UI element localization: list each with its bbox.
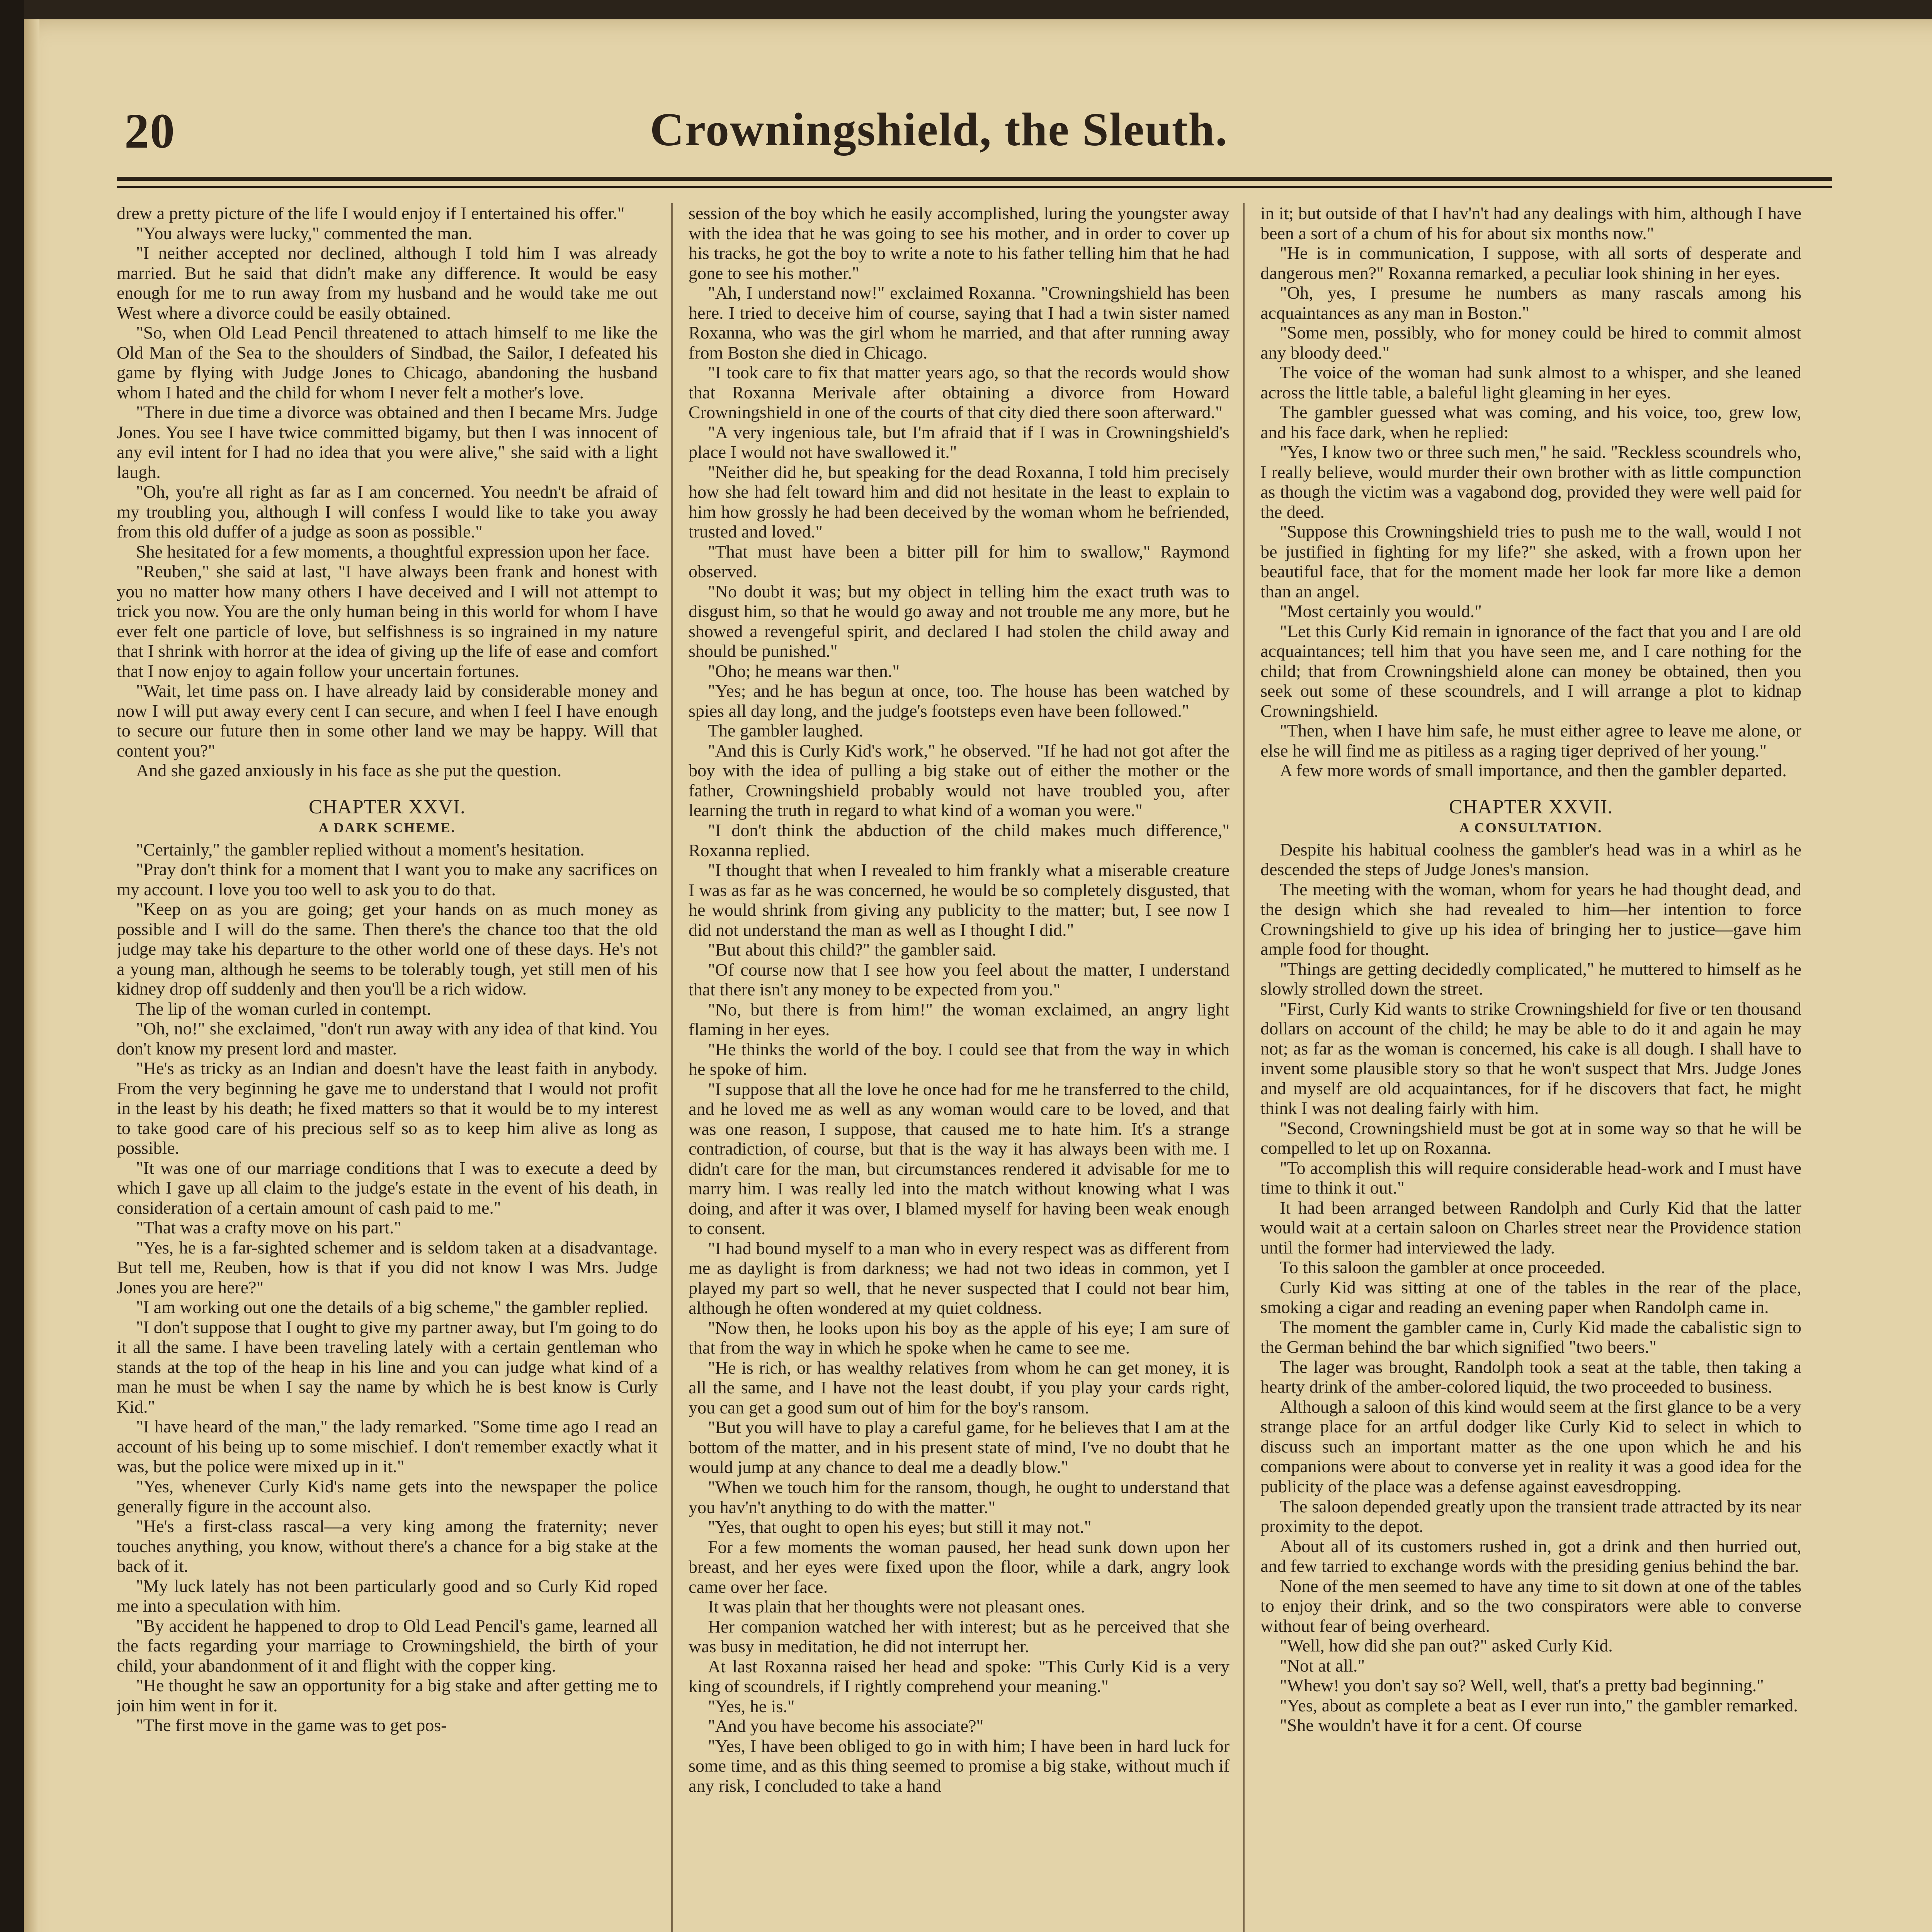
page-sheet xyxy=(24,19,1932,1932)
chapter-heading: CHAPTER XXVII. xyxy=(1449,796,1613,818)
paragraph: "I suppose that all the love he once had for me he transferred to the child, and he loved me as well as any woman would care to be loved, and that was one reason, I suppose, that caused me to hate him. It's a strange contradiction, of course, but that is the way it has always been with me. I didn't care for the man, but circumstances rendered it advisable for me to marry him. I was really led into the match without knowing what I was doing, and after it was over, I blamed myself for having been weak enough to consent. xyxy=(689,1079,1230,1238)
paragraph: At last Roxanna raised her head and spoke: "This Curly Kid is a very king of scoundrels, if I rightly comprehend your meaning." xyxy=(689,1656,1230,1696)
paragraph: "Yes, about as complete a beat as I ever run into," the gambler remarked. xyxy=(1280,1695,1798,1715)
paragraph: "You always were lucky," commented the man. xyxy=(136,223,473,243)
paragraph: The saloon depended greatly upon the transient trade attracted by its near proximity to the depot. xyxy=(1260,1496,1801,1536)
header-rule-thin xyxy=(117,186,1832,188)
paragraph: The voice of the woman had sunk almost to a whisper, and she leaned across the little table, a baleful light gleaming in her eyes. xyxy=(1260,362,1801,402)
paragraph: "Oh, you're all right as far as I am concerned. You needn't be afraid of my troubling you, although I will confess I would like to take you away from this old duffer of a judge as soon as possible." xyxy=(117,482,658,542)
paragraph: Despite his habitual coolness the gambler's head was in a whirl as he descended the steps of Judge Jones's mansion. xyxy=(1260,839,1801,879)
paragraph: "Suppose this Crowningshield tries to push me to the wall, would I not be justified in fighting for my life?" she asked, with a frown upon her beautiful face, that for the moment made her look far more like a demon than an angel. xyxy=(1260,522,1801,601)
paragraph: "I had bound myself to a man who in every respect was as different from me as daylight is from darkness; we had not two ideas in common, yet I played my part so well, that he never suspected that I could not bear him, although he often wondered at my quiet coldness. xyxy=(689,1238,1230,1318)
column-divider xyxy=(1243,203,1245,1932)
paragraph: "He's a first-class rascal—a very king among the fraternity; never touches anything, you know, without there's a chance for a big stake at the back of it. xyxy=(117,1516,658,1576)
paragraph: "No doubt it was; but my object in telling him the exact truth was to disgust him, so that he would go away and not trouble me any more, but he showed a revengeful spirit, and declared I had stolen the child away and should be punished." xyxy=(689,581,1230,661)
paragraph: "Pray don't think for a moment that I want you to make any sacrifices on my account. I love you too well to ask you to do that. xyxy=(117,859,658,899)
paragraph: "No, but there is from him!" the woman exclaimed, an angry light flaming in her eyes. xyxy=(689,999,1230,1039)
paragraph: "Oh, no!" she exclaimed, "don't run away with any idea of that kind. You don't know my present lord and master. xyxy=(117,1019,658,1058)
paragraph: "He's as tricky as an Indian and doesn't have the least faith in anybody. From the very beginning he gave me to understand that I would not profit in the least by his death; he fixed matters so that it would be to my interest to take good care of his precious self so as to keep him alive as long as possible. xyxy=(117,1058,658,1158)
paragraph: "I took care to fix that matter years ago, so that the records would show that Roxanna Merivale after obtaining a divorce from Howard Crowningshield in one of the courts of that city died there soon afterward." xyxy=(689,362,1230,422)
paragraph: The gambler guessed what was coming, and his voice, too, grew low, and his face dark, when he replied: xyxy=(1260,402,1801,442)
paragraph: "Yes; and he has begun at once, too. The house has been watched by spies all day long, and the judge's footsteps even have been followed." xyxy=(689,681,1230,721)
paragraph: "Yes, he is a far-sighted schemer and is seldom taken at a disadvantage. But tell me, Reuben, how is that if you did not know I was Mrs. Judge Jones you are here?" xyxy=(117,1237,658,1297)
paragraph: "And you have become his associate?" xyxy=(708,1716,984,1736)
paragraph: "Ah, I understand now!" exclaimed Roxanna. "Crowningshield has been here. I tried to deceive him of course, saying that I had a twin sister named Roxanna, who was the girl whom he married, and that after running away from Boston she died in Chicago. xyxy=(689,283,1230,362)
text-column-3 xyxy=(1260,203,1801,1932)
page-number: 20 xyxy=(124,104,175,158)
paragraph: "Yes, I have been obliged to go in with him; I have been in hard luck for some time, and as this thing seemed to promise a big stake, without much if any risk, I concluded to take a hand xyxy=(689,1736,1230,1796)
paragraph: The moment the gambler came in, Curly Kid made the cabalistic sign to the German behind the bar which signified "two beers." xyxy=(1260,1317,1801,1357)
paragraph: "He is rich, or has wealthy relatives from whom he can get money, it is all the same, and I have not the least doubt, if you play your cards right, you can get a good sum out of him for the boy's ransom. xyxy=(689,1357,1230,1417)
paragraph: "That must have been a bitter pill for him to swallow," Raymond observed. xyxy=(689,541,1230,582)
paragraph: About all of its customers rushed in, got a drink and then hurried out, and few tarried to exchange words with the presiding genius behind the bar. xyxy=(1260,1536,1801,1576)
paragraph: "First, Curly Kid wants to strike Crowningshield for five or ten thousand dollars on account of the child; he may be able to do it and again he may not; as far as the woman is concerned, his cake is all dough. I shall have to invent some plausible story so that he won't suspect that Mrs. Judge Jones and myself are old acquaintances, for if he discovers that fact, he might think I was not dealing fairly with him. xyxy=(1260,998,1801,1118)
paragraph: "It was one of our marriage conditions that I was to execute a deed by which I gave up all claim to the judge's estate in the event of his death, in consideration of a certain amount of cash paid to me." xyxy=(117,1158,658,1218)
paragraph: "Oho; he means war then." xyxy=(708,661,900,681)
paragraph: "Wait, let time pass on. I have already laid by considerable money and now I will put away every cent I can secure, and when I feel I have enough to secure our future then in some other land we may be happy. Will that content you?" xyxy=(117,681,658,760)
paragraph: "But about this child?" the gambler said. xyxy=(708,940,997,960)
column-divider xyxy=(671,203,673,1932)
chapter-subtitle: A DARK SCHEME. xyxy=(318,820,456,836)
paragraph: "Of course now that I see how you feel about the matter, I understand that there isn't any money to be expected from you." xyxy=(689,959,1230,1000)
paragraph: "There in due time a divorce was obtained and then I became Mrs. Judge Jones. You see I have twice committed bigamy, but then I was innocent of any evil intent for I had no idea that you were alive," she said with a light laugh. xyxy=(117,402,658,482)
paragraph: "She wouldn't have it for a cent. Of course xyxy=(1280,1715,1582,1735)
text-column-2 xyxy=(689,203,1230,1932)
paragraph: "Oh, yes, I presume he numbers as many rascals among his acquaintances as any man in Boston." xyxy=(1260,283,1801,323)
paragraph: "I am working out one the details of a big scheme," the gambler replied. xyxy=(136,1297,649,1317)
paragraph: The meeting with the woman, whom for years he had thought dead, and the design which she had revealed to him—her intention to force Crowningshield to give up his idea of bringing her to justice—gave him ample food for thought. xyxy=(1260,879,1801,959)
paragraph: "Well, how did she pan out?" asked Curly Kid. xyxy=(1280,1636,1613,1656)
paragraph: "Reuben," she said at last, "I have always been frank and honest with you no matter how many others I have deceived and I will not attempt to trick you now. You are the only human being in this world for whom I have ever felt one particle of love, but selfishness is so ingrained in my nature that I shrink with horror at the idea of giving up the life of ease and comfort that I now enjoy to again follow your uncertain fortunes. xyxy=(117,561,658,681)
paragraph: And she gazed anxiously in his face as she put the question. xyxy=(136,760,562,781)
paragraph: "My luck lately has not been particularly good and so Curly Kid roped me into a speculation with him. xyxy=(117,1576,658,1616)
paragraph: session of the boy which he easily accomplished, luring the youngster away with the idea that he was going to see his mother, and in order to cover up his tracks, he got the boy to write a note to his father telling him that he had gone to see his mother." xyxy=(689,203,1230,283)
paragraph: "I neither accepted nor declined, although I told him I was already married. But he said that didn't make any difference. It would be easy enough for me to run away from my husband and he would take me out West where a divorce could be easily obtained. xyxy=(117,243,658,323)
paragraph: "A very ingenious tale, but I'm afraid that if I was in Crowningshield's place I would not have swallowed it." xyxy=(689,422,1230,462)
paragraph: "Not at all." xyxy=(1280,1655,1365,1675)
paragraph: drew a pretty picture of the life I would enjoy if I entertained his offer." xyxy=(117,203,625,223)
paragraph: "So, when Old Lead Pencil threatened to attach himself to me like the Old Man of the Sea to the shoulders of Sindbad, the Sailor, I defeated his game by flying with Judge Jones to Chicago, abandoning the husband whom I hated and the child for whom I never felt a mother's love. xyxy=(117,323,658,402)
paragraph: "Now then, he looks upon his boy as the apple of his eye; I am sure of that from the way in which he spoke when he came to see me. xyxy=(689,1318,1230,1358)
paragraph: The gambler laughed. xyxy=(708,721,864,741)
chapter-subtitle: A CONSULTATION. xyxy=(1459,820,1603,836)
paragraph: "To accomplish this will require considerable head-work and I must have time to think it out." xyxy=(1260,1158,1801,1198)
paragraph: "I don't suppose that I ought to give my partner away, but I'm going to do it all the same. I have been traveling lately with a certain gentleman who stands at the top of the heap in his line and you can judge what kind of a man he must be when I say the name by which he is best know is Curly Kid." xyxy=(117,1317,658,1417)
paragraph: "Neither did he, but speaking for the dead Roxanna, I told him precisely how she had felt toward him and did not hesitate in the least to explain to him how grossly he had been deceived by the woman whom he befriended, trusted and loved." xyxy=(689,462,1230,542)
paragraph: "Let this Curly Kid remain in ignorance of the fact that you and I are old acquaintances; tell him that you have seen me, and I care nothing for the child; that from Crowningshield alone can money be obtained, then you seek out some of these scoundrels, and I will arrange a plot to kidnap Crowningshield. xyxy=(1260,621,1801,721)
paragraph: The lager was brought, Randolph took a seat at the table, then taking a hearty drink of the amber-colored liquid, the two proceeded to business. xyxy=(1260,1357,1801,1397)
paragraph: Although a saloon of this kind would seem at the first glance to be a very strange place for an artful dodger like Curly Kid to select in which to discuss such an important matter as the one upon which he and his companions were about to converse yet in reality it was a good idea for the publicity of the place was a defense against eavesdropping. xyxy=(1260,1396,1801,1496)
running-title: Crowningshield, the Sleuth. xyxy=(650,104,1228,156)
paragraph: "I thought that when I revealed to him frankly what a miserable creature I was as far as he was concerned, he would be so completely disgusted, that he would shrink from giving any publicity to the matter; but, I see now I did not understand the man as well as I thought I did." xyxy=(689,860,1230,940)
paragraph: None of the men seemed to have any time to sit down at one of the tables to enjoy their drink, and so the two conspirators were able to converse without fear of being overheard. xyxy=(1260,1576,1801,1636)
paragraph: "Things are getting decidedly complicated," he muttered to himself as he slowly strolled down the street. xyxy=(1260,959,1801,999)
paragraph: "I don't think the abduction of the child makes much difference," Roxanna replied. xyxy=(689,820,1230,860)
binding-shadow xyxy=(24,19,39,1932)
paragraph: "Yes, that ought to open his eyes; but still it may not." xyxy=(708,1517,1092,1537)
paragraph: "By accident he happened to drop to Old Lead Pencil's game, learned all the facts regarding your marriage to Crowningshield, the birth of your child, your abandonment of it and flight with the copper king. xyxy=(117,1616,658,1675)
paragraph: "Yes, he is." xyxy=(708,1696,795,1716)
paragraph: "Then, when I have him safe, he must either agree to leave me alone, or else he will find me as pitiless as a raging tiger deprived of her young." xyxy=(1260,721,1801,760)
paragraph: "And this is Curly Kid's work," he observed. "If he had not got after the boy with the idea of pulling a big stake out of either the mother or the father, Crowningshield probably would not have troubled you, after learning the truth in regard to what kind of a woman you were." xyxy=(689,740,1230,820)
paragraph: "Yes, whenever Curly Kid's name gets into the newspaper the police generally figure in the account also. xyxy=(117,1476,658,1516)
paragraph: "Whew! you don't say so? Well, well, that's a pretty bad beginning." xyxy=(1280,1675,1764,1696)
paragraph: A few more words of small importance, and then the gambler departed. xyxy=(1280,760,1787,781)
paragraph: The lip of the woman curled in contempt. xyxy=(136,998,431,1019)
paragraph: "The first move in the game was to get pos- xyxy=(136,1715,447,1735)
paragraph: "He thinks the world of the boy. I could see that from the way in which he spoke of him. xyxy=(689,1039,1230,1079)
paragraph: To this saloon the gambler at once proceeded. xyxy=(1280,1257,1605,1277)
paragraph: "But you will have to play a careful game, for he believes that I am at the bottom of the matter, and in his present state of mind, I've no doubt that he would jump at any chance to deal me a deadly blow." xyxy=(689,1417,1230,1477)
paragraph: It had been arranged between Randolph and Curly Kid that the latter would wait at a certain saloon on Charles street near the Providence station until the former had interviewed the lady. xyxy=(1260,1197,1801,1257)
paragraph: "Yes, I know two or three such men," he said. "Reckless scoundrels who, I really believe, would murder their own brother with as little compunction as though the victim was a vagabond dog, provided they were well paid for the deed. xyxy=(1260,442,1801,522)
paragraph: "Keep on as you are going; get your hands on as much money as possible and I will do the same. Then there's the chance too that the old judge may take his departure to the other world one of these days. He's not a young man, although he seems to be tolerably tough, yet still men of his kidney drop off suddenly and then you'll be a rich widow. xyxy=(117,899,658,999)
header-rule xyxy=(117,177,1832,181)
paragraph: For a few moments the woman paused, her head sunk down upon her breast, and her eyes were fixed upon the floor, while a dark, angry look came over her face. xyxy=(689,1537,1230,1597)
paragraph: Her companion watched her with interest; but as he perceived that she was busy in meditation, he did not interrupt her. xyxy=(689,1616,1230,1656)
paragraph: "Most certainly you would." xyxy=(1280,601,1482,621)
paragraph: "When we touch him for the ransom, though, he ought to understand that you hav'n't anything to do with the matter." xyxy=(689,1477,1230,1517)
paragraph: "He thought he saw an opportunity for a big stake and after getting me to join him went in for it. xyxy=(117,1675,658,1715)
paragraph: "That was a crafty move on his part." xyxy=(136,1218,401,1238)
paragraph: She hesitated for a few moments, a thoughtful expression upon her face. xyxy=(136,541,650,561)
paragraph: Curly Kid was sitting at one of the tables in the rear of the place, smoking a cigar and reading an evening paper when Randolph came in. xyxy=(1260,1277,1801,1317)
chapter-heading: CHAPTER XXVI. xyxy=(309,796,466,818)
paragraph: "Some men, possibly, who for money could be hired to commit almost any bloody deed." xyxy=(1260,323,1801,362)
text-column-1 xyxy=(117,203,658,1932)
paragraph: "Certainly," the gambler replied without a moment's hesitation. xyxy=(136,839,585,859)
paragraph: "Second, Crowningshield must be got at in some way so that he will be compelled to let up on Roxanna. xyxy=(1260,1118,1801,1158)
scan-background-strip xyxy=(0,0,24,1932)
paragraph: "I have heard of the man," the lady remarked. "Some time ago I read an account of his being up to some mischief. I don't remember exactly what it was, but the police were mixed up in it." xyxy=(117,1417,658,1476)
paragraph: in it; but outside of that I hav'n't had any dealings with him, although I have been a sort of a chum of his for about six months now." xyxy=(1260,203,1801,243)
paragraph: It was plain that her thoughts were not pleasant ones. xyxy=(708,1597,1085,1617)
paragraph: "He is in communication, I suppose, with all sorts of desperate and dangerous men?" Roxanna remarked, a peculiar look shining in her eyes. xyxy=(1260,243,1801,283)
